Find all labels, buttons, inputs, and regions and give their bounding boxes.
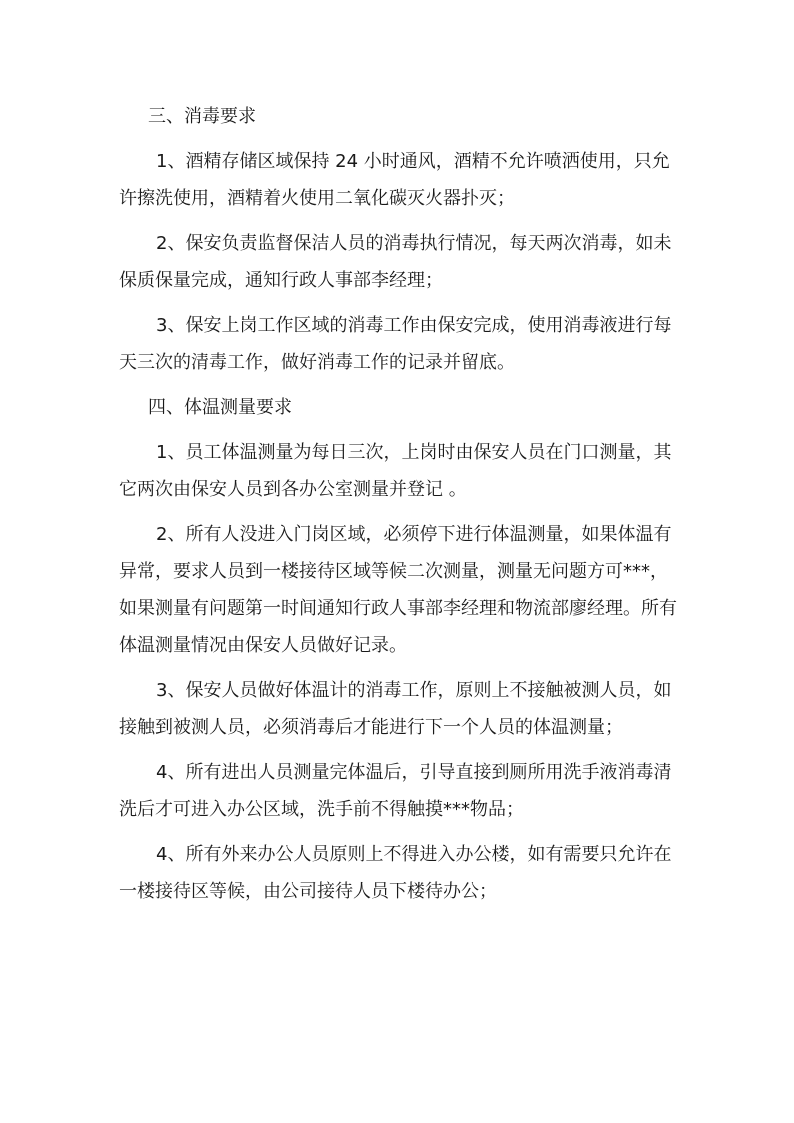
temperature-item-3: 3、保安人员做好体温计的消毒工作，原则上不接触被测人员，如接触到被测人员，必须消毒后才能进行下一个人员的体温测量； <box>119 680 672 738</box>
document-body <box>119 98 679 918</box>
disinfection-item-3: 3、保安上岗工作区域的消毒工作由保安完成，使用消毒液进行每天三次的清毒工作，做好消毒工作的记录并留底。 <box>119 315 672 373</box>
temperature-item-4a: 4、所有进出人员测量完体温后，引导直接到厕所用洗手液消毒清洗后才可进入办公区域，洗手前不得触摸***物品； <box>119 762 672 820</box>
temperature-item-1: 1、员工体温测量为每日三次，上岗时由保安人员在门口测量，其它两次由保安人员到各办公室测量并登记 。 <box>119 442 672 500</box>
temperature-item-4b: 4、所有外来办公人员原则上不得进入办公楼，如有需要只允许在一楼接待区等候，由公司接待人员下楼待办公； <box>119 844 672 902</box>
section-heading-temperature: 四、体温测量要求 <box>148 397 292 418</box>
disinfection-item-2: 2、保安负责监督保洁人员的消毒执行情况，每天两次消毒，如未保质保量完成，通知行政人事部李经理； <box>119 233 672 291</box>
disinfection-item-1: 1、酒精存储区域保持 24 小时通风，酒精不允许喷洒使用，只允许擦洗使用，酒精着火使用二氧化碳灭火器扑灭； <box>119 151 670 209</box>
temperature-item-2: 2、所有人没进入门岗区域，必须停下进行体温测量，如果体温有异常，要求人员到一楼接待区域等候二次测量，测量无问题方可***，如果测量有问题第一时间通知行政人事部李经理和物流部廖经理。所有体温测量情况由保安人员做好记录。 <box>119 524 677 656</box>
section-heading-disinfection: 三、消毒要求 <box>148 106 256 127</box>
